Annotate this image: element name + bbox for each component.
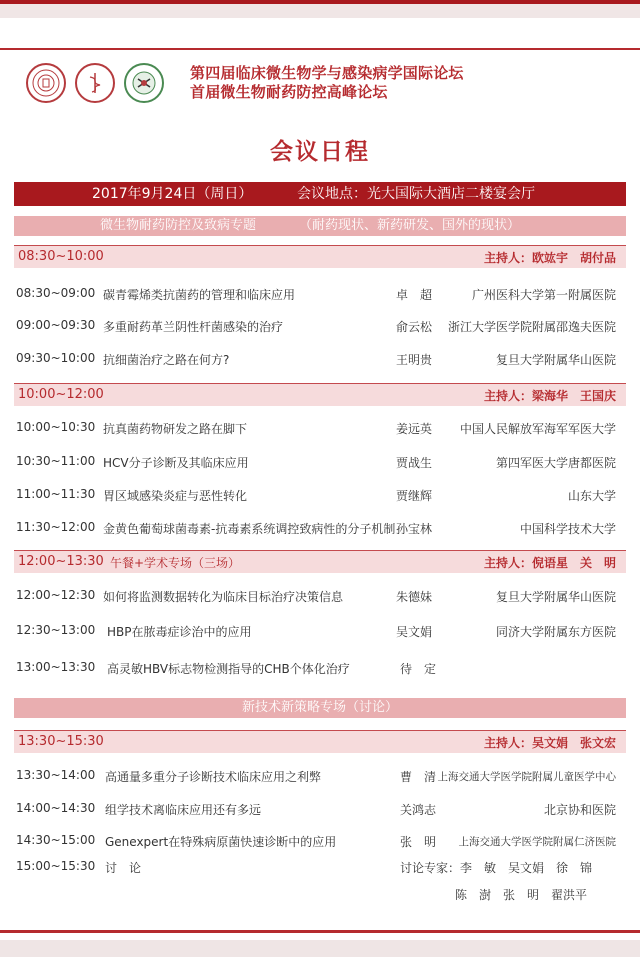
row-topic: 抗细菌治疗之路在何方?	[103, 353, 230, 367]
row-time: 09:00~09:30	[16, 318, 96, 332]
session-host: 主持人：倪语星 关 明	[483, 556, 616, 570]
schedule-row	[14, 586, 626, 606]
row-speaker: 王明贵	[396, 353, 433, 367]
row-affiliation: 复旦大学附属华山医院	[495, 353, 616, 367]
row-topic: HBP在脓毒症诊治中的应用	[107, 625, 252, 639]
header-rule	[0, 48, 640, 50]
schedule-row	[14, 418, 626, 438]
schedule-row	[14, 799, 626, 819]
row-speaker: 卓 超	[396, 288, 433, 302]
row-affiliation: 中国人民解放军海军军医大学	[459, 422, 616, 436]
row-topic: 讨 论	[105, 861, 142, 875]
row-affiliation: 北京协和医院	[543, 803, 616, 817]
row-topic: 抗真菌药物研发之路在脚下	[103, 422, 248, 436]
date-venue-bar	[14, 182, 626, 206]
meeting-date: 2017年9月24日（周日）	[92, 186, 253, 202]
row-affiliation: 山东大学	[567, 489, 616, 503]
schedule-row	[14, 452, 626, 472]
row-time: 09:30~10:00	[16, 351, 96, 365]
row-time: 11:00~11:30	[16, 487, 96, 501]
row-topic: 碳青霉烯类抗菌药的管理和临床应用	[103, 288, 296, 302]
logo-group	[26, 63, 164, 103]
row-time: 12:00~12:30	[16, 588, 96, 602]
row-speaker: 讨论专家：李 敏 吴文娟 徐 锦	[400, 861, 593, 875]
row-speaker: 吴文娟	[396, 625, 433, 639]
row-affiliation: 浙江大学医学院附属邵逸夫医院	[447, 320, 616, 334]
session-header	[14, 550, 626, 573]
bottom-strip	[0, 940, 640, 957]
row-speaker: 朱德妹	[396, 590, 433, 604]
row-topic: 胃区域感染炎症与恶性转化	[103, 489, 248, 503]
conference-title-line2: 首届微生物耐药防控高峰论坛	[190, 83, 388, 101]
row-topic: HCV分子诊断及其临床应用	[103, 456, 249, 470]
row-affiliation: 复旦大学附属华山医院	[495, 590, 616, 604]
row-topic: 高灵敏HBV标志物检测指导的CHB个体化治疗	[107, 662, 350, 676]
experts-continuation-row	[14, 884, 626, 904]
session-time: 08:30~10:00	[18, 249, 104, 264]
row-affiliation: 上海交通大学医学院附属儿童医学中心	[437, 771, 616, 783]
session-time: 13:30~15:30	[18, 734, 104, 749]
row-speaker: 张 明	[400, 835, 437, 849]
schedule-row	[14, 518, 626, 538]
meeting-venue: 会议地点：光大国际大酒店二楼宴会厅	[297, 186, 535, 202]
discussion-experts: 陈 澍 张 明 翟洪平	[455, 888, 588, 902]
row-time: 14:30~15:00	[16, 833, 96, 847]
session-time: 12:00~13:30	[18, 554, 104, 569]
row-topic: 如何将监测数据转化为临床目标治疗决策信息	[103, 590, 344, 604]
row-time: 08:30~09:00	[16, 286, 96, 300]
schedule-row	[14, 658, 626, 678]
medical-caduceus-icon	[75, 63, 115, 103]
schedule-row	[14, 621, 626, 641]
top-strip	[0, 4, 640, 18]
row-time: 10:00~10:30	[16, 420, 96, 434]
schedule-row	[14, 349, 626, 369]
row-topic: Genexpert在特殊病原菌快速诊断中的应用	[105, 835, 337, 849]
conference-title-line1: 第四届临床微生物学与感染病学国际论坛	[190, 64, 464, 82]
row-affiliation: 第四军医大学唐都医院	[495, 456, 616, 470]
schedule-row	[14, 316, 626, 336]
university-seal-icon	[26, 63, 66, 103]
schedule-row	[14, 485, 626, 505]
row-time: 13:00~13:30	[16, 660, 96, 674]
schedule-row	[14, 857, 626, 877]
row-time: 12:30~13:00	[16, 623, 96, 637]
topic-title: 微生物耐药防控及致病专题	[100, 218, 257, 233]
topic-title: 新技术新策略专场（讨论）	[241, 700, 398, 715]
topic-subtitle: （耐药现状、新药研发、国外的现状）	[299, 218, 521, 233]
row-topic: 金黄色葡萄球菌毒素-抗毒素系统调控致病性的分子机制	[103, 522, 396, 536]
conference-title	[190, 64, 464, 102]
row-speaker: 关鸿志	[400, 803, 437, 817]
row-time: 15:00~15:30	[16, 859, 96, 873]
row-topic: 高通量多重分子诊断技术临床应用之利弊	[105, 770, 322, 784]
session-note: 午餐+学术专场（三场）	[110, 556, 241, 570]
session-header	[14, 245, 626, 268]
session-host: 主持人：欧竑宇 胡付品	[483, 251, 616, 265]
topic-band	[14, 698, 626, 718]
row-topic: 组学技术离临床应用还有多远	[105, 803, 262, 817]
schedule-row	[14, 284, 626, 304]
schedule-row	[14, 766, 626, 786]
row-affiliation: 同济大学附属东方医院	[495, 625, 616, 639]
row-time: 14:00~14:30	[16, 801, 96, 815]
session-host: 主持人：梁海华 王国庆	[483, 389, 616, 403]
row-time: 13:30~14:00	[16, 768, 96, 782]
footer-rule	[0, 930, 640, 933]
session-time: 10:00~12:00	[18, 387, 104, 402]
row-speaker: 姜远英	[396, 422, 433, 436]
row-affiliation: 上海交通大学医学院附属仁济医院	[458, 836, 616, 848]
row-speaker: 俞云松	[396, 320, 433, 334]
row-speaker: 贾继辉	[396, 489, 433, 503]
row-time: 11:30~12:00	[16, 520, 96, 534]
row-speaker: 贾战生	[396, 456, 433, 470]
row-speaker: 孙宝林	[396, 522, 433, 536]
microbiology-society-icon	[124, 63, 164, 103]
session-header	[14, 383, 626, 406]
topic-band	[14, 216, 626, 236]
session-header	[14, 730, 626, 753]
row-time: 10:30~11:00	[16, 454, 96, 468]
row-speaker: 待 定	[400, 662, 437, 676]
schedule-row	[14, 831, 626, 851]
row-speaker: 曹 清	[400, 770, 437, 784]
row-affiliation: 广州医科大学第一附属医院	[471, 288, 616, 302]
row-affiliation: 中国科学技术大学	[519, 522, 616, 536]
page-title: 会议日程	[270, 139, 370, 165]
session-host: 主持人：吴文娟 张文宏	[483, 736, 616, 750]
row-topic: 多重耐药革兰阴性杆菌感染的治疗	[103, 320, 284, 334]
